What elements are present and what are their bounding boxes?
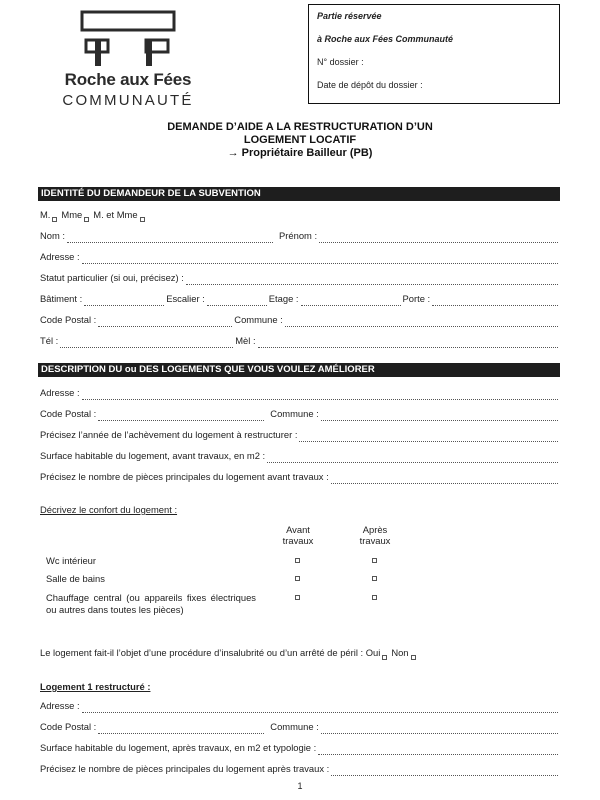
desc-cp-label: Code Postal : bbox=[40, 408, 97, 419]
surface-avant-label: Surface habitable du logement, avant travaux, en m2 : bbox=[40, 450, 266, 461]
log1-address-row bbox=[40, 699, 560, 713]
statut-field[interactable] bbox=[186, 276, 558, 285]
confort-row-wc: Wc intérieur bbox=[46, 555, 97, 566]
porte-label: Porte : bbox=[402, 293, 431, 304]
desc-adresse-label: Adresse : bbox=[40, 387, 80, 398]
pieces-avant-field[interactable] bbox=[331, 475, 558, 484]
address-row bbox=[40, 250, 560, 264]
col-apres-line-1: Après bbox=[362, 524, 388, 535]
insalubrite-row bbox=[40, 646, 560, 660]
prenom-label: Prénom : bbox=[279, 230, 318, 241]
pieces-apres-label: Précisez le nombre de pièces principales du logement après travaux : bbox=[40, 763, 330, 774]
statut-label: Statut particulier (si oui, précisez) : bbox=[40, 272, 184, 283]
etage-field[interactable] bbox=[301, 297, 401, 306]
chauffage-apres-checkbox[interactable] bbox=[372, 595, 377, 600]
logement1-heading-row bbox=[40, 680, 560, 694]
log1-adresse-label: Adresse : bbox=[40, 700, 80, 711]
page-number: 1 bbox=[297, 781, 303, 791]
desc-commune-label: Commune : bbox=[270, 408, 319, 419]
title-line-2: LOGEMENT LOCATIF bbox=[243, 134, 357, 146]
title-line-1: DEMANDE D’AIDE A LA RESTRUCTURATION D’UN bbox=[167, 121, 433, 133]
insalubrite-non-checkbox[interactable] bbox=[411, 655, 416, 660]
deposit-date-field[interactable]: Date de dépôt du dossier : bbox=[317, 80, 423, 90]
col-avant-line-2: travaux bbox=[282, 535, 314, 546]
reserved-title: Partie réservée bbox=[317, 11, 382, 21]
confort-heading: Décrivez le confort du logement : bbox=[40, 504, 178, 515]
cp-field[interactable] bbox=[98, 318, 232, 327]
tel-field[interactable] bbox=[60, 339, 233, 348]
civility-row bbox=[40, 208, 560, 222]
wc-avant-checkbox[interactable] bbox=[295, 558, 300, 563]
desc-cp-field[interactable] bbox=[98, 412, 264, 421]
desc-address-row bbox=[40, 386, 560, 400]
commune-field[interactable] bbox=[285, 318, 558, 327]
log1-cp-field[interactable] bbox=[98, 725, 264, 734]
civility-m-checkbox[interactable] bbox=[52, 217, 57, 222]
civility-both-checkbox[interactable] bbox=[140, 217, 145, 222]
wc-apres-checkbox[interactable] bbox=[372, 558, 377, 563]
reserved-owner: à Roche aux Fées Communauté bbox=[317, 34, 454, 44]
desc-adresse-field[interactable] bbox=[82, 391, 558, 400]
commune-label: Commune : bbox=[234, 314, 283, 325]
col-apres-line-2: travaux bbox=[359, 535, 391, 546]
civility-mme-label: Mme bbox=[61, 209, 83, 220]
logo-subtitle: COMMUNAUTÉ bbox=[62, 92, 194, 109]
col-avant-line-1: Avant bbox=[286, 524, 310, 535]
insalubrite-non-label: Non bbox=[391, 647, 409, 658]
log1-adresse-field[interactable] bbox=[82, 704, 558, 713]
sdb-apres-checkbox[interactable] bbox=[372, 576, 377, 581]
desc-commune-field[interactable] bbox=[321, 412, 558, 421]
annee-field[interactable] bbox=[299, 433, 558, 442]
log1-surface-row bbox=[40, 741, 560, 755]
postal-row bbox=[40, 313, 560, 327]
logo-name: Roche aux Fées bbox=[64, 70, 192, 89]
logo bbox=[48, 8, 208, 108]
log1-postal-row bbox=[40, 720, 560, 734]
reserved-box bbox=[308, 4, 560, 104]
pieces-avant-label: Précisez le nombre de pièces principales du logement avant travaux : bbox=[40, 471, 329, 482]
prenom-field[interactable] bbox=[319, 234, 558, 243]
surface-apres-label: Surface habitable du logement, après travaux, en m2 et typologie : bbox=[40, 742, 317, 753]
document-title bbox=[0, 121, 600, 160]
status-row bbox=[40, 271, 560, 285]
log1-cp-label: Code Postal : bbox=[40, 721, 97, 732]
building-row bbox=[40, 292, 560, 306]
tel-label: Tél : bbox=[40, 335, 59, 346]
civility-mme-checkbox[interactable] bbox=[84, 217, 89, 222]
desc-surface-row bbox=[40, 449, 560, 463]
mel-label: Mèl : bbox=[235, 335, 256, 346]
surface-avant-field[interactable] bbox=[267, 454, 558, 463]
dossier-number-field[interactable]: N° dossier : bbox=[317, 57, 364, 67]
batiment-field[interactable] bbox=[84, 297, 164, 306]
log1-commune-field[interactable] bbox=[321, 725, 558, 734]
pieces-apres-field[interactable] bbox=[331, 767, 558, 776]
logement1-heading: Logement 1 restructuré : bbox=[40, 681, 151, 692]
log1-commune-label: Commune : bbox=[270, 721, 319, 732]
mel-field[interactable] bbox=[258, 339, 558, 348]
confort-row-chauffage: Chauffage central (ou appareils fixes électriques ou autres dans toutes les pièces) bbox=[46, 592, 256, 615]
nom-label: Nom : bbox=[40, 230, 66, 241]
sdb-avant-checkbox[interactable] bbox=[295, 576, 300, 581]
confort-heading-row bbox=[40, 503, 560, 517]
cp-label: Code Postal : bbox=[40, 314, 97, 325]
insalubrite-oui-checkbox[interactable] bbox=[382, 655, 387, 660]
confort-row-sdb: Salle de bains bbox=[46, 573, 105, 584]
desc-year-row bbox=[40, 428, 560, 442]
section-identity-heading: IDENTITÉ DU DEMANDEUR DE LA SUBVENTION bbox=[38, 187, 560, 201]
section-description-heading: DESCRIPTION DU ou DES LOGEMENTS QUE VOUS VOULEZ AMÉLIORER bbox=[38, 363, 560, 377]
col-avant-header bbox=[268, 524, 328, 546]
porte-field[interactable] bbox=[432, 297, 558, 306]
civility-m-label: M. bbox=[40, 209, 51, 220]
escalier-field[interactable] bbox=[207, 297, 267, 306]
adresse-label: Adresse : bbox=[40, 251, 80, 262]
contact-row bbox=[40, 334, 560, 348]
batiment-label: Bâtiment : bbox=[40, 293, 83, 304]
col-apres-header bbox=[345, 524, 405, 546]
desc-rooms-row bbox=[40, 470, 560, 484]
escalier-label: Escalier : bbox=[166, 293, 205, 304]
nom-field[interactable] bbox=[67, 234, 273, 243]
surface-apres-field[interactable] bbox=[318, 746, 558, 755]
adresse-field[interactable] bbox=[82, 255, 558, 264]
civility-both-label: M. et Mme bbox=[93, 209, 138, 220]
name-row bbox=[40, 229, 560, 243]
desc-postal-row bbox=[40, 407, 560, 421]
title-line-3: → Propriétaire Bailleur (PB) bbox=[227, 147, 373, 159]
log1-rooms-row bbox=[40, 762, 560, 776]
chauffage-avant-checkbox[interactable] bbox=[295, 595, 300, 600]
annee-label: Précisez l’année de l’achèvement du logement à restructurer : bbox=[40, 429, 298, 440]
logo-mark-icon bbox=[76, 10, 180, 68]
etage-label: Etage : bbox=[268, 293, 299, 304]
insalubrite-question: Le logement fait-il l’objet d’une procédure d’insalubrité ou d’un arrêté de péril : Oui bbox=[40, 647, 381, 658]
